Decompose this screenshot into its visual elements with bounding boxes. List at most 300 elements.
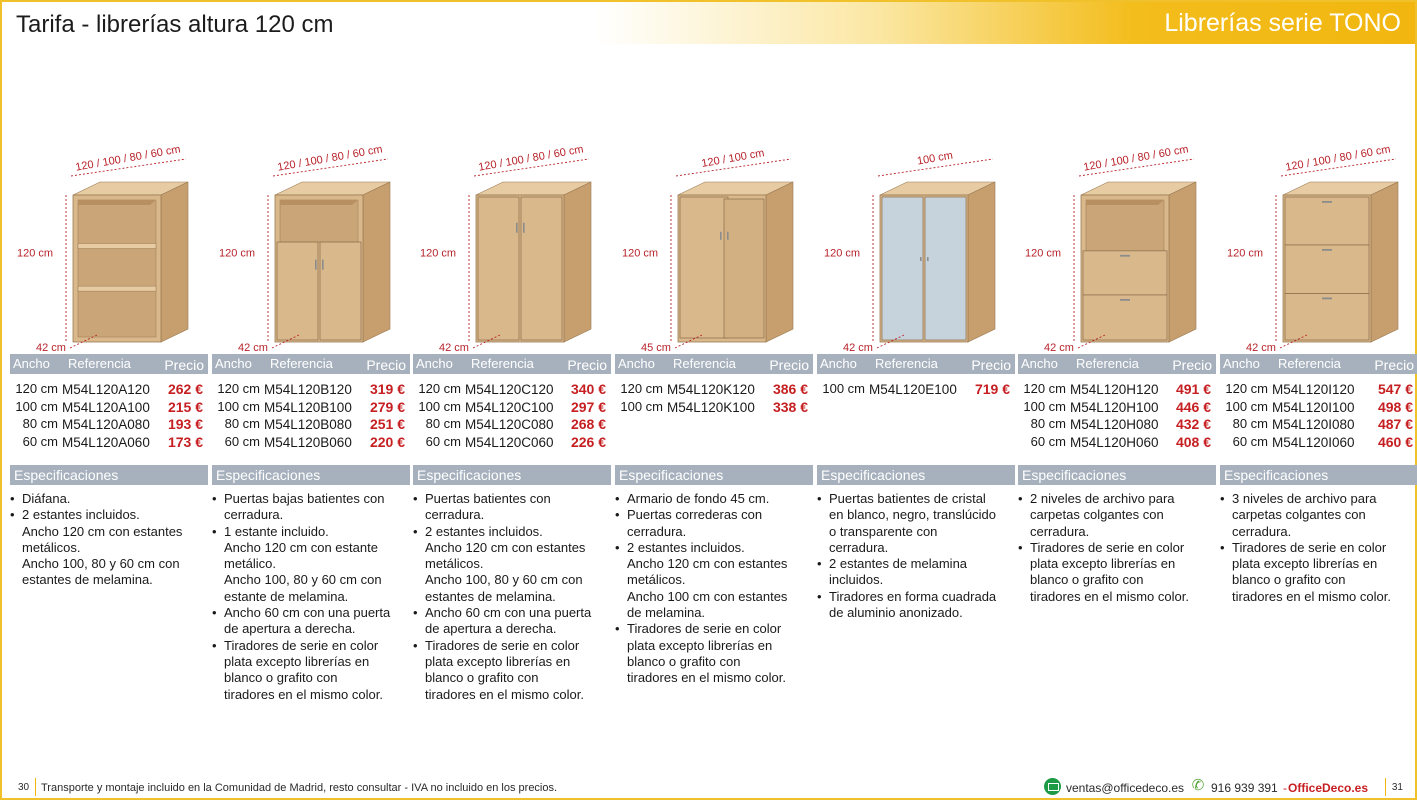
spec-item-continued: estante de melamina. bbox=[224, 588, 349, 604]
row-price: 487 € bbox=[1377, 416, 1413, 432]
column-header-precio: Precio bbox=[366, 357, 406, 373]
row-price: 279 € bbox=[369, 398, 405, 415]
price-table-header bbox=[615, 354, 813, 374]
table-row bbox=[1220, 399, 1417, 417]
column-header-referencia: Referencia bbox=[1076, 356, 1139, 371]
row-price: 173 € bbox=[167, 433, 203, 450]
row-width: 80 cm bbox=[1030, 416, 1066, 431]
row-price: 215 € bbox=[167, 398, 203, 415]
spec-item: • Tiradores en forma cuadrada bbox=[817, 589, 1015, 605]
spec-item-continued: Ancho 120 cm con estantes bbox=[425, 539, 586, 555]
spec-item: • 2 estantes incluidos. bbox=[10, 507, 208, 523]
product-drawing bbox=[10, 142, 208, 354]
price-table-header bbox=[10, 354, 208, 374]
row-reference: M54L120K120 bbox=[667, 382, 755, 397]
door-left bbox=[882, 197, 923, 340]
spec-item: • Tiradores de serie en color bbox=[413, 638, 611, 654]
row-width: 100 cm bbox=[1023, 398, 1066, 414]
column-header-precio: Precio bbox=[1374, 357, 1414, 373]
spec-item-continued: metálicos. bbox=[22, 539, 81, 555]
height-dimension-label: 120 cm bbox=[824, 247, 861, 260]
drawer-handle bbox=[1322, 249, 1332, 251]
table-row bbox=[1220, 434, 1417, 452]
spec-item-continued: o transparente con bbox=[829, 523, 938, 539]
column-header-precio: Precio bbox=[769, 357, 809, 373]
row-reference: M54L120B060 bbox=[264, 434, 352, 450]
spec-item: • 2 niveles de archivo para bbox=[1018, 491, 1216, 507]
row-reference: M54L120K100 bbox=[667, 399, 755, 415]
product-drawing bbox=[1018, 142, 1216, 354]
row-reference: M54L120B120 bbox=[264, 382, 352, 397]
depth-dimension-label: 42 cm bbox=[439, 342, 469, 354]
spec-item-continued: blanco o grafito con bbox=[425, 670, 539, 686]
row-width: 120 cm bbox=[1023, 381, 1066, 396]
width-dimension-label: 120 / 100 / 80 / 60 cm bbox=[1284, 143, 1392, 174]
spec-item-continued: plata excepto librerías en bbox=[1232, 556, 1378, 572]
row-price: 297 € bbox=[570, 398, 606, 415]
column-header-ancho: Ancho bbox=[1021, 356, 1058, 371]
door-handle bbox=[720, 232, 722, 240]
spec-item-continued: Ancho 120 cm con estantes bbox=[22, 523, 183, 539]
row-price: 338 € bbox=[772, 398, 808, 415]
height-dimension-label: 120 cm bbox=[420, 247, 457, 260]
table-row bbox=[413, 416, 611, 434]
column-header-precio: Precio bbox=[164, 357, 204, 373]
row-reference: M54L120H120 bbox=[1070, 382, 1159, 397]
door-handle bbox=[322, 260, 324, 270]
spec-item-continued: incluidos. bbox=[829, 572, 884, 588]
row-price: 446 € bbox=[1175, 398, 1211, 415]
row-width: 80 cm bbox=[1232, 416, 1268, 431]
email-icon bbox=[1044, 778, 1061, 795]
cabinet-side bbox=[766, 182, 793, 342]
door-handle bbox=[523, 223, 525, 233]
spec-item-continued: cerradura. bbox=[224, 507, 284, 523]
row-reference: M54L120I080 bbox=[1272, 417, 1355, 432]
table-row bbox=[413, 399, 611, 417]
height-dimension-label: 120 cm bbox=[219, 247, 256, 260]
spec-item: • 3 niveles de archivo para bbox=[1220, 491, 1417, 507]
spec-item-continued: carpetas colgantes con bbox=[1030, 507, 1164, 523]
spec-item-continued: plata excepto librerías en bbox=[425, 653, 571, 669]
column-header-referencia: Referencia bbox=[68, 356, 131, 371]
spec-item-continued: tiradores en el mismo color. bbox=[425, 686, 584, 702]
row-reference: M54L120I120 bbox=[1272, 382, 1355, 397]
table-row bbox=[1018, 416, 1216, 434]
price-table-header bbox=[212, 354, 410, 374]
open-bay bbox=[78, 200, 156, 337]
depth-dimension-label: 42 cm bbox=[238, 342, 268, 354]
specs-list bbox=[615, 491, 813, 687]
footer-phone[interactable]: 916 939 391 bbox=[1211, 781, 1278, 795]
specs-header: Especificaciones bbox=[1220, 465, 1417, 485]
spec-item-continued: metálicos. bbox=[425, 556, 484, 572]
file-drawer bbox=[1285, 197, 1369, 245]
spec-item-continued: de apertura a derecha. bbox=[224, 621, 356, 637]
height-dimension-label: 120 cm bbox=[622, 247, 659, 260]
page-number-left: 30 bbox=[18, 782, 30, 793]
cabinet-illustration bbox=[817, 142, 1015, 354]
spec-item-continued: tiradores en el mismo color. bbox=[1232, 588, 1391, 604]
door-handle bbox=[927, 257, 929, 261]
column-header-ancho: Ancho bbox=[13, 356, 50, 371]
specs-list bbox=[1220, 491, 1417, 605]
depth-dimension-label: 42 cm bbox=[1246, 342, 1276, 354]
spec-item-continued: blanco o grafito con bbox=[224, 670, 338, 686]
row-reference: M54L120E100 bbox=[869, 382, 957, 397]
row-reference: M54L120C080 bbox=[465, 417, 554, 432]
spec-item-continued: blanco o grafito con bbox=[627, 653, 741, 669]
column-header-referencia: Referencia bbox=[875, 356, 938, 371]
product-column bbox=[1220, 142, 1417, 742]
row-width: 120 cm bbox=[1225, 381, 1268, 396]
row-reference: M54L120A060 bbox=[62, 434, 150, 450]
bay-shadow bbox=[78, 200, 156, 205]
specs-list bbox=[212, 491, 410, 703]
bay-shadow bbox=[280, 200, 358, 205]
cabinet-side bbox=[968, 182, 995, 342]
column-header-ancho: Ancho bbox=[416, 356, 453, 371]
width-dimension-label: 120 / 100 / 80 / 60 cm bbox=[276, 143, 384, 174]
table-row bbox=[1018, 434, 1216, 452]
spec-item-continued: cerradura. bbox=[425, 507, 485, 523]
table-row bbox=[10, 434, 208, 452]
row-price: 340 € bbox=[570, 381, 606, 397]
row-width: 120 cm bbox=[217, 381, 260, 396]
row-width: 60 cm bbox=[1232, 433, 1268, 449]
row-reference: M54L120A100 bbox=[62, 399, 150, 415]
specs-header: Especificaciones bbox=[413, 465, 611, 485]
sliding-door bbox=[724, 199, 764, 338]
row-price: 226 € bbox=[570, 433, 606, 450]
row-price: 408 € bbox=[1175, 433, 1211, 450]
cabinet-side bbox=[1169, 182, 1196, 342]
product-column bbox=[1018, 142, 1216, 742]
page-title: Tarifa - librerías altura 120 cm bbox=[16, 11, 334, 38]
row-width: 100 cm bbox=[620, 398, 663, 414]
cabinet-side bbox=[564, 182, 591, 342]
page-header bbox=[2, 2, 1415, 44]
product-drawing bbox=[615, 142, 813, 354]
door-right bbox=[521, 197, 562, 340]
row-reference: M54L120B100 bbox=[264, 399, 352, 415]
price-table bbox=[1220, 381, 1417, 451]
column-header-ancho: Ancho bbox=[1223, 356, 1260, 371]
spec-item: • Puertas batientes de cristal bbox=[817, 491, 1015, 507]
row-price: 491 € bbox=[1175, 381, 1211, 397]
table-row bbox=[817, 381, 1015, 399]
row-width: 60 cm bbox=[425, 433, 461, 449]
specs-header: Especificaciones bbox=[1018, 465, 1216, 485]
row-width: 120 cm bbox=[15, 381, 58, 396]
specs-header: Especificaciones bbox=[817, 465, 1015, 485]
door-right bbox=[320, 242, 361, 340]
footer-dash: - bbox=[1283, 781, 1287, 795]
drawer-handle bbox=[1322, 297, 1332, 299]
drawer-handle bbox=[1120, 299, 1130, 301]
table-row bbox=[615, 381, 813, 399]
table-row bbox=[10, 399, 208, 417]
depth-dimension-label: 45 cm bbox=[641, 342, 671, 354]
product-column bbox=[413, 142, 611, 742]
spec-item-continued: carpetas colgantes con bbox=[1232, 507, 1366, 523]
door-handle bbox=[727, 232, 729, 240]
product-column bbox=[10, 142, 208, 742]
row-price: 719 € bbox=[974, 381, 1010, 397]
spec-item: • Tiradores de serie en color bbox=[615, 621, 813, 637]
row-width: 80 cm bbox=[224, 416, 260, 431]
cabinet-side bbox=[1371, 182, 1398, 342]
row-reference: M54L120C060 bbox=[465, 434, 554, 450]
product-column bbox=[817, 142, 1015, 742]
spec-item-continued: metálicos. bbox=[627, 572, 686, 588]
row-width: 60 cm bbox=[22, 433, 58, 449]
door-left bbox=[277, 242, 318, 340]
row-width: 80 cm bbox=[22, 416, 58, 431]
spec-item: • 2 estantes de melamina bbox=[817, 556, 1015, 572]
column-header-referencia: Referencia bbox=[270, 356, 333, 371]
column-header-ancho: Ancho bbox=[820, 356, 857, 371]
table-row bbox=[1220, 381, 1417, 399]
column-header-referencia: Referencia bbox=[471, 356, 534, 371]
shelf bbox=[78, 286, 156, 291]
depth-dimension-label: 42 cm bbox=[1044, 342, 1074, 354]
table-row bbox=[1018, 381, 1216, 399]
row-reference: M54L120I060 bbox=[1272, 434, 1355, 450]
spec-item-continued: de apertura a derecha. bbox=[425, 621, 557, 637]
row-reference: M54L120C100 bbox=[465, 399, 554, 415]
door-handle bbox=[315, 260, 317, 270]
product-drawing bbox=[1220, 142, 1417, 354]
file-drawer bbox=[1285, 245, 1369, 294]
spec-item-continued: cerradura. bbox=[627, 523, 687, 539]
cabinet-side bbox=[363, 182, 390, 342]
price-table-header bbox=[817, 354, 1015, 374]
spec-item-continued: de aluminio anonizado. bbox=[829, 605, 963, 621]
spec-item: • Tiradores de serie en color bbox=[1220, 540, 1417, 556]
page-footer bbox=[2, 774, 1415, 800]
footer-email[interactable]: ventas@officedeco.es bbox=[1066, 781, 1185, 795]
row-price: 251 € bbox=[369, 416, 405, 432]
door-handle bbox=[920, 257, 922, 261]
series-title: Librerías serie TONO bbox=[1164, 9, 1401, 37]
price-table bbox=[615, 381, 813, 416]
phone-icon: ✆ bbox=[1191, 777, 1205, 794]
height-dimension-label: 120 cm bbox=[17, 247, 54, 260]
width-dimension-label: 120 / 100 / 80 / 60 cm bbox=[74, 143, 182, 174]
footer-divider bbox=[35, 778, 36, 796]
row-price: 386 € bbox=[772, 381, 808, 397]
row-width: 60 cm bbox=[1030, 433, 1066, 449]
row-reference: M54L120B080 bbox=[264, 417, 352, 432]
cabinet-illustration bbox=[413, 142, 611, 354]
price-table bbox=[413, 381, 611, 451]
spec-item: • Armario de fondo 45 cm. bbox=[615, 491, 813, 507]
row-width: 120 cm bbox=[418, 381, 461, 396]
shelf bbox=[78, 244, 156, 249]
spec-item-continued: en blanco, negro, translúcido bbox=[829, 507, 996, 523]
cabinet-illustration bbox=[615, 142, 813, 354]
table-row bbox=[212, 434, 410, 452]
spec-item-continued: Ancho 100 cm con estantes bbox=[627, 588, 788, 604]
footer-divider bbox=[1385, 778, 1386, 796]
column-header-ancho: Ancho bbox=[215, 356, 252, 371]
depth-dimension-label: 42 cm bbox=[36, 342, 66, 354]
cabinet-illustration bbox=[10, 142, 208, 354]
height-dimension-label: 120 cm bbox=[1227, 247, 1264, 260]
row-price: 460 € bbox=[1377, 433, 1413, 450]
sliding-door bbox=[680, 197, 728, 338]
page-number-right: 31 bbox=[1391, 782, 1403, 793]
row-width: 100 cm bbox=[822, 381, 865, 396]
table-row bbox=[1018, 399, 1216, 417]
width-dimension-label: 100 cm bbox=[916, 149, 954, 168]
spec-item-continued: cerradura. bbox=[829, 539, 889, 555]
specs-header: Especificaciones bbox=[615, 465, 813, 485]
spec-item-continued: tiradores en el mismo color. bbox=[1030, 588, 1189, 604]
spec-item: • Diáfana. bbox=[10, 491, 208, 507]
specs-list bbox=[817, 491, 1015, 621]
price-table-header bbox=[413, 354, 611, 374]
row-price: 498 € bbox=[1377, 398, 1413, 415]
door-handle bbox=[516, 223, 518, 233]
table-row bbox=[10, 381, 208, 399]
table-row bbox=[10, 416, 208, 434]
spec-item-continued: plata excepto librerías en bbox=[224, 653, 370, 669]
spec-item: • Puertas bajas batientes con bbox=[212, 491, 410, 507]
row-reference: M54L120H080 bbox=[1070, 417, 1159, 432]
footer-brand[interactable]: OfficeDeco.es bbox=[1288, 781, 1369, 795]
row-reference: M54L120C120 bbox=[465, 382, 554, 397]
column-header-ancho: Ancho bbox=[618, 356, 655, 371]
price-table-header bbox=[1018, 354, 1216, 374]
spec-item-continued: tiradores en el mismo color. bbox=[224, 686, 383, 702]
row-reference: M54L120H060 bbox=[1070, 434, 1159, 450]
spec-item: • 2 estantes incluidos. bbox=[413, 524, 611, 540]
cabinet-illustration bbox=[1018, 142, 1216, 354]
spec-item-continued: plata excepto librerías en bbox=[627, 637, 773, 653]
table-row bbox=[1220, 416, 1417, 434]
specs-list bbox=[1018, 491, 1216, 605]
door-right bbox=[925, 197, 966, 340]
spec-item-continued: Ancho 120 cm con estante bbox=[224, 539, 378, 555]
open-bay bbox=[280, 200, 358, 242]
spec-item-continued: estantes de melamina. bbox=[22, 572, 153, 588]
spec-item: • Tiradores de serie en color bbox=[212, 638, 410, 654]
bay-shadow bbox=[1086, 200, 1164, 205]
price-table-header bbox=[1220, 354, 1417, 374]
specs-list bbox=[10, 491, 208, 589]
price-table bbox=[10, 381, 208, 451]
row-price: 432 € bbox=[1175, 416, 1211, 432]
table-row bbox=[413, 434, 611, 452]
spec-item-continued: cerradura. bbox=[1232, 523, 1292, 539]
width-dimension-label: 120 / 100 / 80 / 60 cm bbox=[477, 143, 585, 174]
height-dimension-label: 120 cm bbox=[1025, 247, 1062, 260]
product-drawing bbox=[212, 142, 410, 354]
cabinet-side bbox=[161, 182, 188, 342]
column-header-precio: Precio bbox=[971, 357, 1011, 373]
spec-item-continued: blanco o grafito con bbox=[1232, 572, 1346, 588]
door-left bbox=[478, 197, 519, 340]
product-column bbox=[615, 142, 813, 742]
row-reference: M54L120A080 bbox=[62, 417, 150, 432]
row-width: 60 cm bbox=[224, 433, 260, 449]
column-header-referencia: Referencia bbox=[673, 356, 736, 371]
spec-item: • Tiradores de serie en color bbox=[1018, 540, 1216, 556]
width-dimension-label: 120 / 100 cm bbox=[700, 147, 766, 170]
spec-item: • 2 estantes incluidos. bbox=[615, 540, 813, 556]
row-price: 193 € bbox=[167, 416, 203, 432]
row-width: 100 cm bbox=[418, 398, 461, 414]
open-bay bbox=[1086, 200, 1164, 251]
file-drawer bbox=[1285, 293, 1369, 340]
price-table bbox=[817, 381, 1015, 399]
specs-header: Especificaciones bbox=[10, 465, 208, 485]
table-row bbox=[413, 381, 611, 399]
table-row bbox=[212, 381, 410, 399]
cabinet-illustration bbox=[1220, 142, 1417, 354]
specs-list bbox=[413, 491, 611, 703]
spec-item: • Ancho 60 cm con una puerta bbox=[413, 605, 611, 621]
cabinet-illustration bbox=[212, 142, 410, 354]
row-reference: M54L120A120 bbox=[62, 382, 150, 397]
spec-item-continued: Ancho 100, 80 y 60 cm con bbox=[22, 556, 180, 572]
column-header-precio: Precio bbox=[567, 357, 607, 373]
row-price: 319 € bbox=[369, 381, 405, 397]
file-drawer bbox=[1083, 295, 1167, 340]
product-drawing bbox=[817, 142, 1015, 354]
spec-item: • Puertas correderas con bbox=[615, 507, 813, 523]
table-row bbox=[212, 399, 410, 417]
product-column bbox=[212, 142, 410, 742]
spec-item-continued: estantes de melamina. bbox=[425, 588, 556, 604]
column-header-precio: Precio bbox=[1172, 357, 1212, 373]
spec-item-continued: metálico. bbox=[224, 556, 277, 572]
row-price: 547 € bbox=[1377, 381, 1413, 397]
spec-item-continued: tiradores en el mismo color. bbox=[627, 670, 786, 686]
row-width: 80 cm bbox=[425, 416, 461, 431]
spec-item: • Ancho 60 cm con una puerta bbox=[212, 605, 410, 621]
price-table bbox=[1018, 381, 1216, 451]
row-width: 100 cm bbox=[217, 398, 260, 414]
row-price: 268 € bbox=[570, 416, 606, 432]
row-width: 100 cm bbox=[15, 398, 58, 414]
column-header-referencia: Referencia bbox=[1278, 356, 1341, 371]
price-table bbox=[212, 381, 410, 451]
row-width: 120 cm bbox=[620, 381, 663, 396]
drawer-handle bbox=[1322, 201, 1332, 203]
spec-item-continued: Ancho 100, 80 y 60 cm con bbox=[224, 572, 382, 588]
row-reference: M54L120I100 bbox=[1272, 399, 1355, 415]
spec-item-continued: plata excepto librerías en bbox=[1030, 556, 1176, 572]
depth-dimension-label: 42 cm bbox=[843, 342, 873, 354]
specs-header: Especificaciones bbox=[212, 465, 410, 485]
footer-note: Transporte y montaje incluido en la Comunidad de Madrid, resto consultar - IVA no incluido en los precios. bbox=[41, 782, 558, 794]
spec-item-continued: cerradura. bbox=[1030, 523, 1090, 539]
file-drawer bbox=[1083, 251, 1167, 295]
width-dimension-label: 120 / 100 / 80 / 60 cm bbox=[1082, 143, 1190, 174]
row-price: 262 € bbox=[167, 381, 203, 397]
spec-item: • 1 estante incluido. bbox=[212, 524, 410, 540]
table-row bbox=[212, 416, 410, 434]
row-reference: M54L120H100 bbox=[1070, 399, 1159, 415]
spec-item-continued: Ancho 120 cm con estantes bbox=[627, 556, 788, 572]
table-row bbox=[615, 399, 813, 417]
spec-item-continued: Ancho 100, 80 y 60 cm con bbox=[425, 572, 583, 588]
spec-item-continued: de melamina. bbox=[627, 605, 706, 621]
row-price: 220 € bbox=[369, 433, 405, 450]
